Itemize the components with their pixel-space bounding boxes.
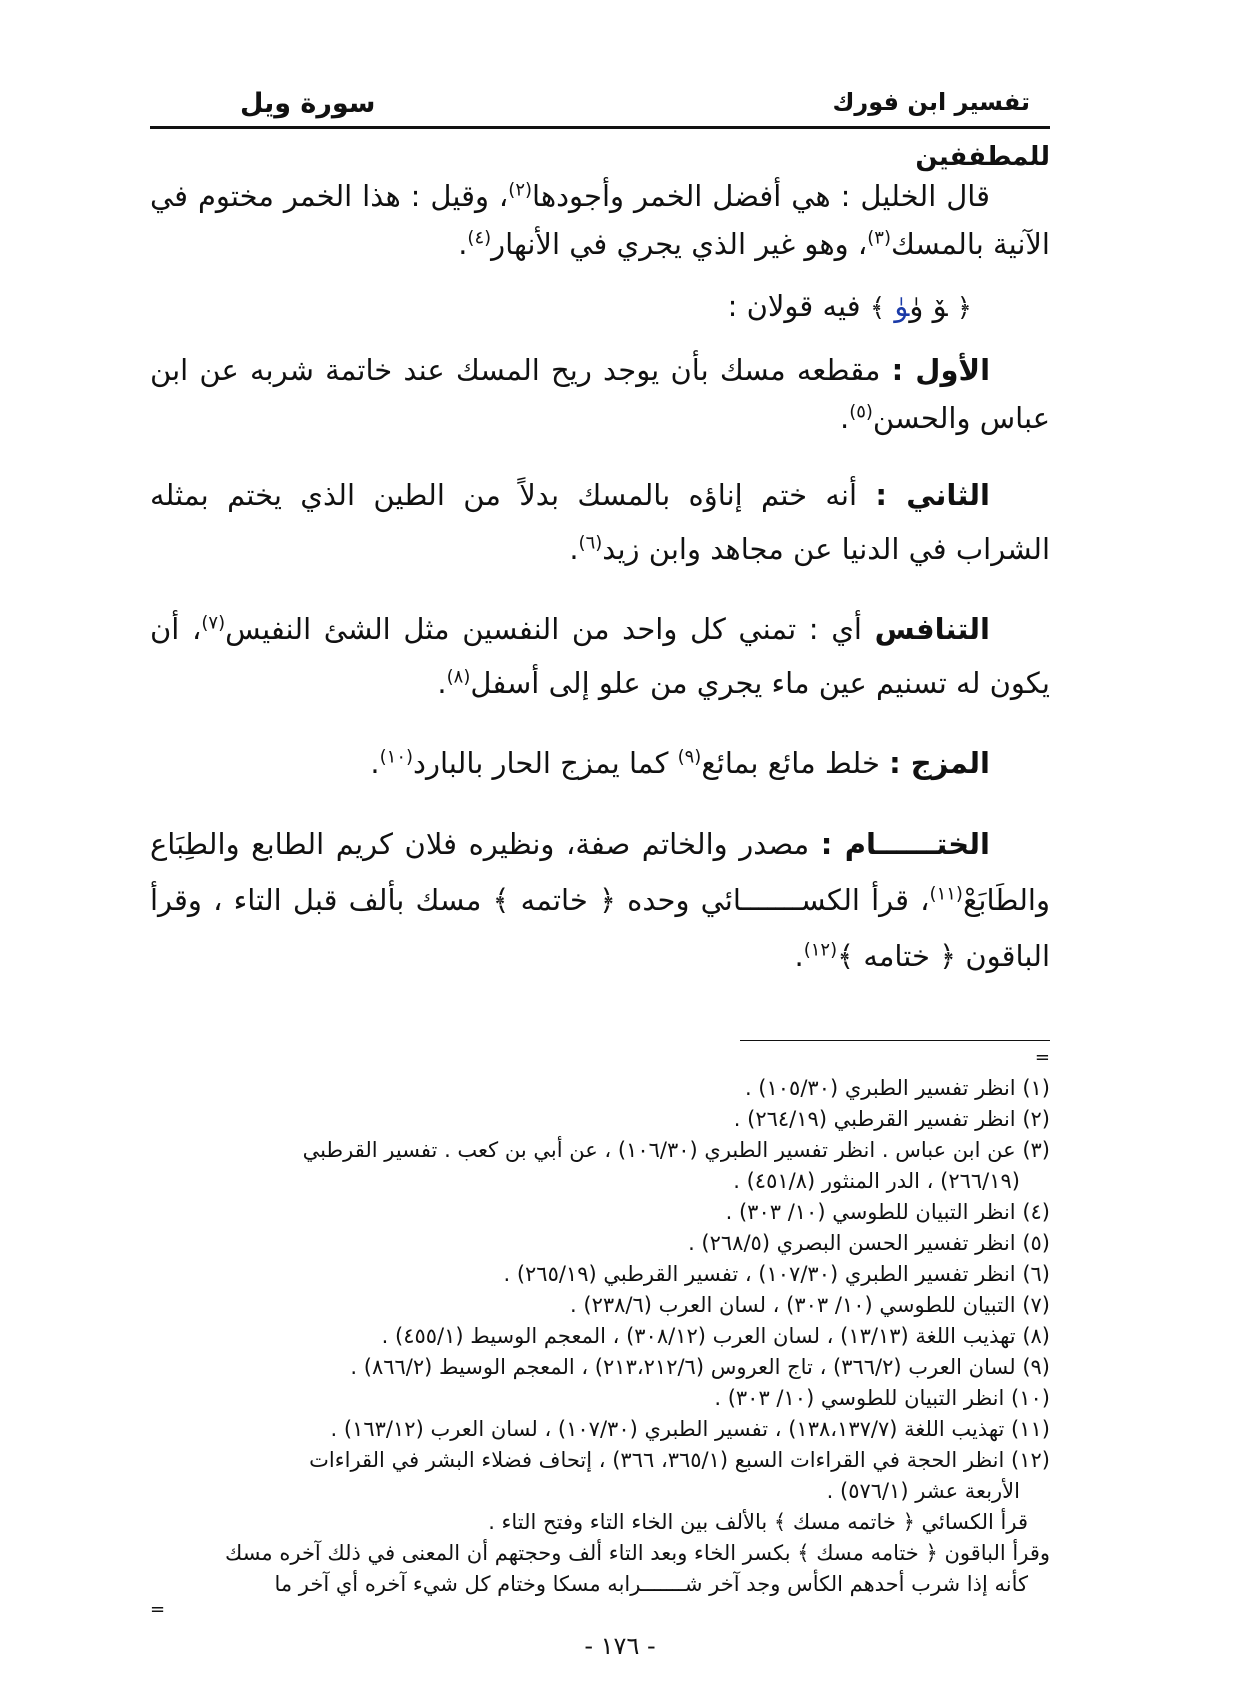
text: كما يمزج الحار بالبارد bbox=[413, 746, 669, 780]
text: ، قرأ الكســـــــائي وحده bbox=[627, 883, 930, 917]
footnote-item: (٦) انظر تفسير الطبري (١٠٧/٣٠) ، تفسير القرطبي (٢٦٥/١٩) . bbox=[503, 1262, 1050, 1286]
text: أنه ختم إناؤه بالمسك بدلاً من الطين الذي يختم بمثله الشراب في الدنيا عن مجاهد وابن زيد bbox=[150, 478, 1050, 566]
footnote-note-line: قرأ الكسائي ﴿ خاتمه مسك ﴾ بالألف بين الخاء التاء وفتح التاء . bbox=[488, 1510, 1028, 1534]
footnote-item: (٩) لسان العرب (٣٦٦/٢) ، تاج العروس (٢١٣،٢١٢/٦) ، المعجم الوسيط (٨٦٦/٢) . bbox=[350, 1355, 1050, 1379]
term-label: الأول : bbox=[891, 353, 991, 387]
quran-word: ﯛ bbox=[909, 289, 924, 323]
paragraph-khalil bbox=[150, 172, 1050, 268]
continuation-mark: = bbox=[1034, 1047, 1050, 1068]
footnote-note-line: وقرأ الباقون ﴿ ختامه مسك ﴾ بكسر الخاء وبعد التاء ألف وحجتهم أن المعنى في ذلك آخره مسك bbox=[225, 1541, 1050, 1565]
paragraph-khitam bbox=[150, 816, 1050, 984]
footnote-item: (١٠) انظر التبيان للطوسي (١٠/ ٣٠٣) . bbox=[714, 1386, 1050, 1410]
footnote-ref: (٣) bbox=[867, 227, 891, 249]
text: . bbox=[437, 666, 447, 700]
footnote-ref: (١٢) bbox=[803, 939, 838, 961]
text: ، وهو غير الذي يجري في الأنهار bbox=[491, 227, 868, 261]
footnote-text: (٣) عن ابن عباس . انظر تفسير الطبري (١٠٦/٣٠) ، عن أبي بن كعب . تفسير القرطبي bbox=[302, 1138, 1050, 1162]
text: . bbox=[839, 401, 850, 435]
footnote-ref: (٥) bbox=[849, 401, 873, 423]
term-label: التنافس bbox=[874, 612, 990, 646]
footnote-separator bbox=[740, 1040, 1050, 1041]
paragraph-tanafus bbox=[150, 602, 1050, 710]
footnote-continuation: (٢٦٦/١٩) ، الدر المنثور (٤٥١/٨) . bbox=[733, 1169, 1020, 1193]
quran-quote: ﴿ ختامه ﴾ bbox=[837, 939, 957, 973]
footnote-item: (٧) التبيان للطوسي (١٠/ ٣٠٣) ، لسان العرب (٢٣٨/٦) . bbox=[570, 1293, 1050, 1317]
term-label: الختــــــام : bbox=[820, 827, 990, 861]
book-title: تفسير ابن فورك bbox=[832, 88, 1030, 116]
footnote-ref: (١٠) bbox=[379, 746, 414, 768]
text: . bbox=[794, 939, 804, 973]
text: أي : تمني كل واحد من النفسين مثل الشئ النفيس bbox=[225, 612, 862, 646]
continuation-mark: = bbox=[150, 1599, 166, 1620]
text: مصدر والخاتم صفة، ونظيره فلان كريم الطابع والطِبَاع والطَابَعْ bbox=[150, 827, 1050, 917]
footnote-note-line: كأنه إذا شرب أحدهم الكأس وجد آخر شـــــــرابه مسكا وختام كل شيء آخره أي آخر ما bbox=[274, 1572, 1028, 1596]
footnote-ref: (٩) bbox=[677, 746, 702, 768]
ornate-bracket-open: ﴿ bbox=[956, 293, 972, 323]
paragraph-first-opinion bbox=[150, 346, 1050, 442]
paragraph-second-opinion bbox=[150, 468, 1050, 576]
paragraph-mazj bbox=[150, 736, 1050, 790]
running-header bbox=[150, 70, 1050, 126]
quran-word: ﯚ bbox=[932, 289, 948, 323]
text: . bbox=[370, 746, 380, 780]
text: . bbox=[569, 532, 579, 566]
footnote-item: (٤) انظر التبيان للطوسي (١٠/ ٣٠٣) . bbox=[725, 1200, 1050, 1224]
ornate-bracket-close: ﴾ bbox=[869, 293, 886, 323]
footnote-ref: (١١) bbox=[929, 883, 963, 905]
page bbox=[150, 70, 1050, 1620]
footnote-ref: (٢) bbox=[508, 179, 533, 201]
footnote-item bbox=[150, 1135, 1050, 1197]
header-rule bbox=[150, 126, 1050, 129]
text: مقطعه مسك بأن يوجد ريح المسك عند خاتمة شربه عن ابن عباس والحسن bbox=[150, 353, 1050, 435]
quran-verse-line bbox=[150, 282, 1050, 332]
page-number: - ١٧٦ - bbox=[584, 1632, 656, 1660]
text: مسك بألف قبل التاء ، وقرأ الباقون bbox=[150, 883, 1050, 973]
footnote-item: (٢) انظر تفسير القرطبي (٢٦٤/١٩) . bbox=[733, 1107, 1050, 1131]
quran-quote: ﴿ خاتمه ﴾ bbox=[492, 883, 616, 917]
quran-word-marked: ﯜ bbox=[894, 289, 910, 323]
footnote-ref: (٤) bbox=[467, 227, 492, 249]
footnote-continuation: الأربعة عشر (٥٧٦/١) . bbox=[826, 1479, 1020, 1503]
term-label: الثاني : bbox=[875, 478, 990, 512]
footnote-item: (٥) انظر تفسير الحسن البصري (٢٦٨/٥) . bbox=[688, 1231, 1050, 1255]
text: . bbox=[458, 227, 468, 261]
footnote-item: (١١) تهذيب اللغة (١٣٨،١٣٧/٧) ، تفسير الطبري (١٠٧/٣٠) ، لسان العرب (١٦٣/١٢) . bbox=[330, 1417, 1050, 1441]
text: ، أن يكون له تسنيم عين ماء يجري من علو إلى أسفل bbox=[150, 612, 1050, 700]
text: فيه قولان : bbox=[727, 289, 861, 323]
footnote-item bbox=[150, 1445, 1050, 1507]
footnote-ref: (٨) bbox=[446, 666, 471, 688]
text: ، وقيل : هذا الخمر مختوم في الآنية بالمسك bbox=[150, 179, 1050, 261]
section-heading: للمطففين bbox=[915, 142, 1050, 172]
text: خلط مائع بمائع bbox=[701, 746, 880, 780]
term-label: المزج : bbox=[889, 746, 990, 780]
text: قال الخليل : هي أفضل الخمر وأجودها bbox=[532, 179, 990, 213]
footnote-item: (١) انظر تفسير الطبري (١٠٥/٣٠) . bbox=[744, 1076, 1050, 1100]
surah-title: سورة ويل bbox=[240, 88, 376, 119]
footnotes bbox=[150, 1073, 1050, 1620]
footnote-item: (٨) تهذيب اللغة (١٣/١٣) ، لسان العرب (٣٠٨/١٢) ، المعجم الوسيط (٤٥٥/١) . bbox=[381, 1324, 1050, 1348]
footnote-text: (١٢) انظر الحجة في القراءات السبع (٣٦٥/١، ٣٦٦) ، إتحاف فضلاء البشر في القراءات bbox=[309, 1448, 1050, 1472]
footnote-ref: (٦) bbox=[578, 532, 603, 554]
footnote-ref: (٧) bbox=[201, 612, 226, 634]
